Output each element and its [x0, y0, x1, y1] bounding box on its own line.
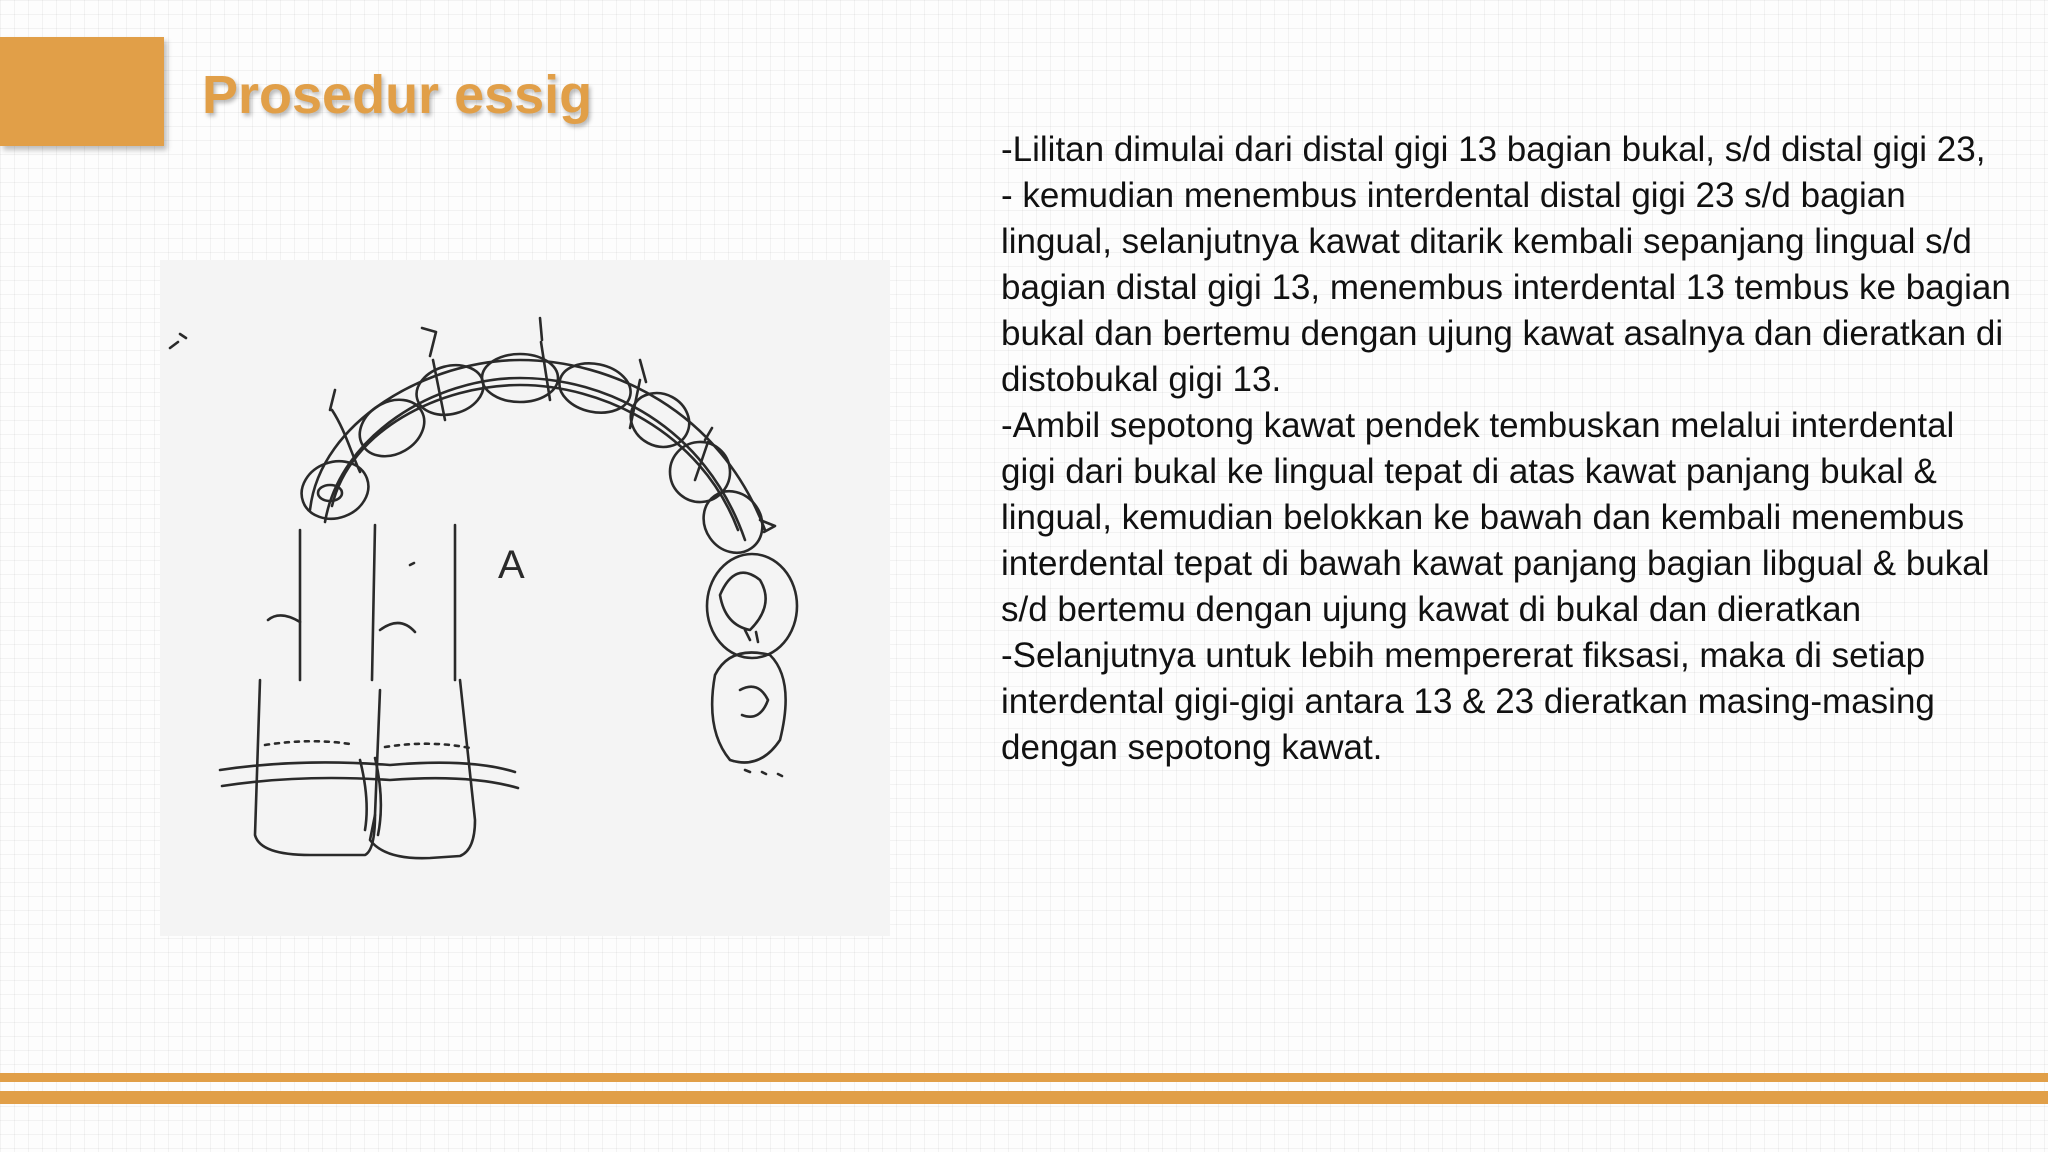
figure-label: A [498, 543, 525, 587]
dental-wiring-illustration [160, 260, 890, 936]
incisors [220, 525, 518, 858]
footer-rule-thin [0, 1073, 2048, 1082]
title-accent-block [0, 37, 164, 146]
procedure-text [1001, 127, 2021, 771]
procedure-paragraph-2: - kemudian menembus interdental distal gigi 23 s/d bagian lingual, selanjutnya kawat ditarik kembali sepanjang lingual s/d bagian distal gigi 13, menembus interdental 13 tembus ke bagian bukal dan bertemu dengan ujung kawat asalnya dan dieratkan di distobukal gigi 13. [1001, 176, 2021, 399]
dental-wiring-drawing [160, 260, 890, 936]
footer-rule-thick [0, 1091, 2048, 1104]
procedure-paragraph-3: -Ambil sepotong kawat pendek tembuskan melalui interdental gigi dari bukal ke lingual tepat di atas kawat panjang bukal & lingual, kemudian belokkan ke bawah dan kembali menembus interdental tepat di bawah kawat panjang bagian libgual & bukal s/d bertemu dengan ujung kawat di bukal dan dieratkan [1001, 406, 2000, 629]
premolars [707, 554, 797, 763]
procedure-paragraph-4: -Selanjutnya untuk lebih mempererat fiksasi, maka di setiap interdental gigi-gigi antara 13 & 23 dieratkan masing-masing dengan sepotong kawat. [1001, 636, 1945, 767]
slide-title: Prosedur essig [202, 65, 593, 125]
procedure-paragraph-1: -Lilitan dimulai dari distal gigi 13 bagian bukal, s/d distal gigi 23, [1001, 130, 1986, 169]
